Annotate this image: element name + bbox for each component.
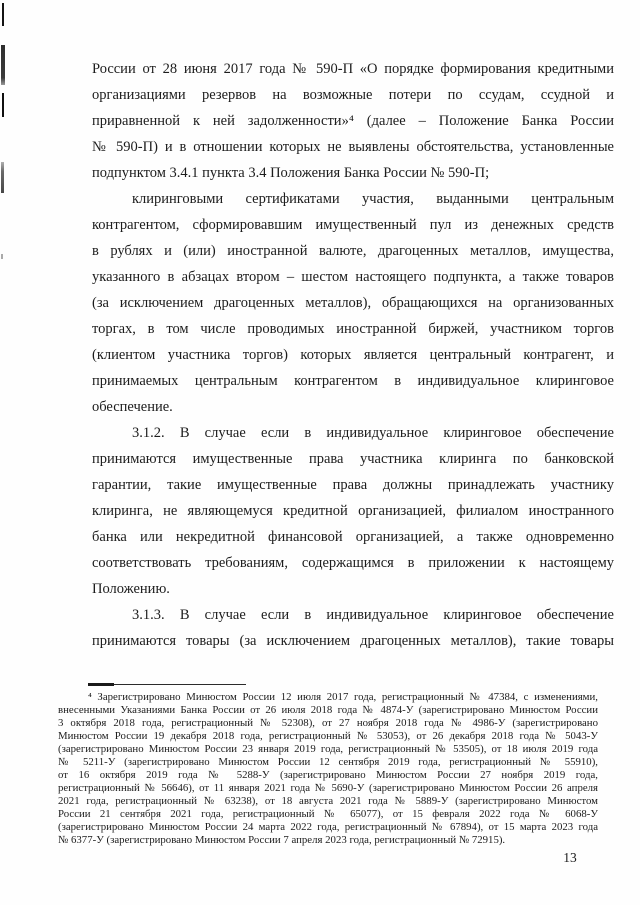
body-line: России от 28 июня 2017 года № 590-П «О порядке формирования кредитными (92, 61, 614, 77)
footnote-line: регистрационный № 56646), от 11 января 2021 года № 5690-У (зарегистрировано Минюстом России 26 апреля (58, 782, 598, 794)
footnote-line: 2021 года, регистрационный № 63238), от 18 августа 2021 года № 5889-У (зарегистрировано Минюстом (58, 795, 598, 807)
footnote-line: внесенными Указаниями Банка России от 26 июля 2018 года № 4874-У (зарегистрировано Минюстом России (58, 704, 598, 716)
body-line: подпунктом 3.4.1 пункта 3.4 Положения Банка России № 590-П; (92, 165, 490, 181)
scan-artifact-3 (2, 93, 4, 117)
footnote-line: ⁴ Зарегистрировано Минюстом России 12 июля 2017 года, регистрационный № 47384, с изменениями, (88, 691, 598, 703)
body-line: принимаемых центральным контрагентом в индивидуальное клиринговое (92, 373, 614, 389)
footnote (58, 691, 598, 847)
footnote-separator (88, 683, 246, 686)
body-line: гарантии, такие имущественные права должны принадлежать участнику (92, 477, 614, 493)
scan-artifact-5 (1, 254, 3, 259)
body-line: торгах, в том числе проводимых иностранной биржей, участником торгов (92, 321, 614, 337)
body-line: клиринга, не являющемуся кредитной организацией, филиалом иностранного (92, 503, 614, 519)
scan-artifact-2 (1, 45, 5, 85)
footnote-separator-thick-segment (88, 683, 114, 686)
body-line: (за исключением драгоценных металлов), обращающихся на организованных (92, 295, 614, 311)
body-line: 3.1.3. В случае если в индивидуальное клиринговое обеспечение (132, 607, 614, 623)
body-line: указанного в абзацах втором – шестом настоящего подпункта, а также товаров (92, 269, 614, 285)
footnote-line: Минюстом России 19 декабря 2018 года, регистрационный № 53053), от 26 декабря 2018 года № 5043-У (58, 730, 598, 742)
footnote-separator-thin-segment (114, 684, 246, 685)
footnote-line: от 16 октября 2019 года № 5288-У (зарегистрировано Минюстом России 27 ноября 2019 года, (58, 769, 598, 781)
body-line: в рублях и (или) иностранной валюте, драгоценных металлов, имущества, (92, 243, 614, 259)
body-text (92, 56, 614, 654)
body-line: соответствовать требованиям, содержащимся в приложении к настоящему (92, 555, 614, 571)
body-line: приравненной к ней задолженности»⁴ (далее – Положение Банка России (92, 113, 614, 129)
footnote-line: № 5211-У (зарегистрировано Минюстом России 12 сентября 2019 года, регистрационный № 55910), (58, 756, 598, 768)
body-line: обеспечение. (92, 399, 173, 415)
body-line: принимаются товары (за исключением драгоценных металлов), такие товары (92, 633, 614, 649)
body-line: организациями резервов на возможные потери по ссудам, ссудной и (92, 87, 614, 103)
footnote-line: 3 октября 2018 года, регистрационный № 52308), от 27 ноября 2018 года № 4986-У (зарегистрировано (58, 717, 598, 729)
body-line: № 590-П) и в отношении которых не выявлены обстоятельства, установленные (92, 139, 614, 155)
body-line: контрагентом, сформировавшим имущественный пул из денежных средств (92, 217, 614, 233)
body-line: 3.1.2. В случае если в индивидуальное клиринговое обеспечение (132, 425, 614, 441)
scan-artifact-4 (1, 162, 4, 193)
body-line: принимаются имущественные права участника клиринга по банковской (92, 451, 614, 467)
footnote-line: (зарегистрировано Минюстом России 23 января 2019 года, регистрационный № 53505), от 18 июля 2019 года (58, 743, 598, 755)
scan-artifact-1 (2, 3, 4, 26)
footnote-line: России 21 сентября 2021 года, регистрационный № 65077), от 15 февраля 2022 года № 6068-У (58, 808, 598, 820)
footnote-line: № 6377-У (зарегистрировано Минюстом России 7 апреля 2023 года, регистрационный № 72915). (58, 834, 506, 846)
page-number: 13 (563, 850, 577, 865)
body-line: (клиентом участника торгов) которых является центральный контрагент, и (92, 347, 614, 363)
body-line: банка или некредитной финансовой организацией, а также одновременно (92, 529, 614, 545)
body-line: Положению. (92, 581, 170, 597)
footnote-line: (зарегистрировано Минюстом России 24 марта 2022 года, регистрационный № 67894), от 15 марта 2023 года (58, 821, 598, 833)
body-line: клиринговыми сертификатами участия, выданными центральным (132, 191, 614, 207)
